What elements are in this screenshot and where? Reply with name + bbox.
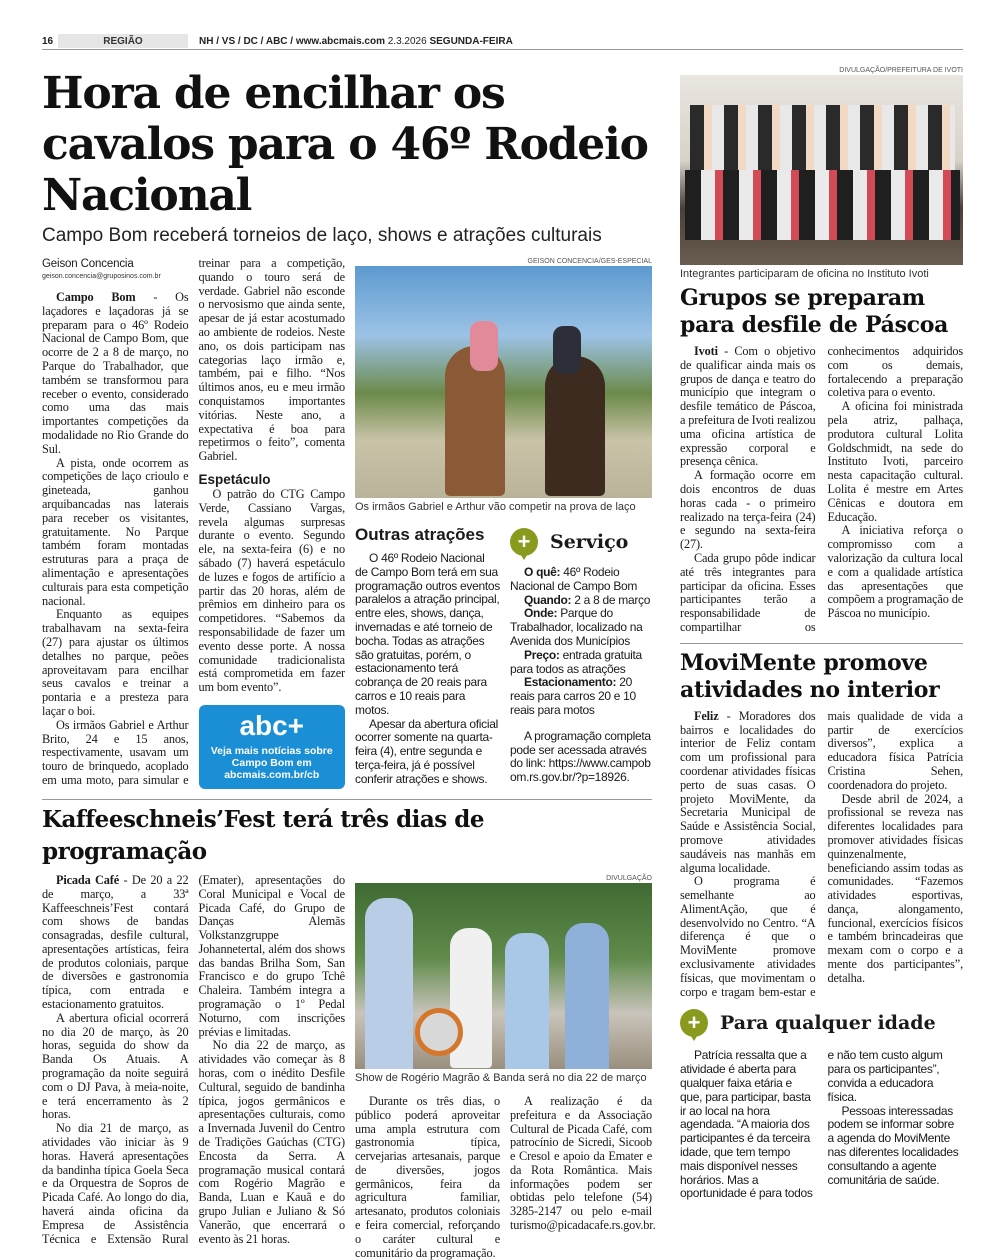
servico-link-text[interactable]: A programação completa pode ser acessada através do link: https://www.campobom.rs.gov.br/?p=18926. <box>510 728 651 785</box>
photo-caption: Show de Rogério Magrão & Banda será no dia 22 de março <box>355 1071 647 1084</box>
kaffee-body <box>42 874 345 1247</box>
servico-item: Preço: entrada gratuita para todos as atrações <box>510 647 642 676</box>
page-header <box>42 34 963 50</box>
abc-promo-box[interactable] <box>199 705 346 789</box>
paragraph: Enquanto as equipes trabalhavam na sexta-feira (27) para ajustar os últimos detalhes no parque, peões aproveitavam para encilhar seus cavalos e treinar a pontaria e a presteza para laçar o boi. <box>42 607 189 718</box>
pascoa-body <box>680 345 963 635</box>
servico-title: Serviço <box>550 531 629 553</box>
paragraph: Apesar da abertura oficial ocorrer somente na quarta-feira (4), entre segunda e terça-feira, já é possível conferir atrações e shows. <box>355 716 498 786</box>
paragraph: Picada Café - De 20 a 22 de março, a 33ª Kaffeeschneis’Fest contará com shows de bandas consagradas, desfile cultural, apresentações artísticas, feira de produtos coloniais, parque de diversões e gastronomia típica, com entrada e estacionamento gratuitos. <box>42 872 189 1012</box>
pascoa-photo-group <box>680 75 963 265</box>
paragraph: A oficina foi ministrada pela atriz, palhaça, produtora cultural Lolita Goldschmidt, na sede do Instituto Ivoti, parceiro nesta capacitação cultural. Lolita é mestre em Artes Cênicas e doutora em Educação. <box>827 399 963 524</box>
paragraph: Feliz - Moradores dos bairros e localidades do interior de Feliz contam com um profissional para coordenar atividades físicas perto de suas casas. O projeto MoviMente, da Secretaria Municipal de Saúde e Assistência Social, promove atividades saudáveis nas manhãs em alguma localidade. <box>680 708 816 875</box>
paragraph: A formação ocorre em dois encontros de duas horas cada - o primeiro realizado na terça-feira (24) e segundo na sexta-feira (27). <box>680 468 816 552</box>
paragraph: Os irmãos Gabriel e Arthur Brito, 24 e 15 anos, respectivamente, usavam um touro de brinquedo, acoplado em uma moto, para simular e treinar para a competição, quando o touro será de verdade. Gabriel não esconde o nervosismo que ainda sente, apesar de já estar acostumado ao ambiente de rodeios. Neste ano, os dois participam nas categorias laço irmão e, também, pai e filho. “Nos últimos anos, eu e meu irmão conquistamos importantes vitórias. Neste ano, a expectativa é boa para repetirmos o feito”, comenta Gabriel. <box>42 256 345 787</box>
page-number: 16 <box>42 36 54 47</box>
para-qualquer-idade-body <box>680 1049 963 1201</box>
paragraph: Durante os três dias, o público poderá aproveitar uma ampla estrutura com gastronomia típica, cervejarias artesanais, parque de diversões, jogos germânicos, feira da agricultura familiar, artesanato, produtos coloniais e feira comercial, reforçando o caráter cultural e comunitário da programação. <box>355 1093 500 1260</box>
photo-caption: Integrantes participaram de oficina no Instituto Ivoti <box>680 268 929 280</box>
box-title: Para qualquer idade <box>720 1012 936 1035</box>
section-label: REGIÃO <box>58 34 188 48</box>
servico-box <box>510 524 652 785</box>
kaffee-article <box>42 872 656 1260</box>
paragraph: Desde abril de 2024, a profissional se reveza nas diferentes localidades para promover atividades físicas quinzenalmente, beneficiando assim todas as comunidades. “Fazemos atividades esportivas, dança, alongamento, funcional, exercícios físicos e também brincadeiras que mexam com o corpo e a mente dos participantes”, detalha. <box>827 791 963 985</box>
paragraph: Pessoas interessadas podem se informar sobre a agenda do MoviMente nas diferentes localidades consultando a agente comunitária de saúde. <box>827 1103 959 1187</box>
rodeio-photo-riders-on-horses <box>355 266 652 498</box>
kaffee-body-col4 <box>510 1093 656 1233</box>
servico-item: O quê: 46º Rodeio Nacional de Campo Bom <box>510 565 638 593</box>
paragraph: Cada grupo pôde indicar até três integrantes para participar da oficina. Esses participantes terão a responsabilidade de compartilhar os conhecimentos adquiridos com os demais, fortalecendo a preparação coletiva para o evento. <box>680 344 963 634</box>
editions: NH / VS / DC / ABC / www.abcmais.com <box>199 36 385 47</box>
paragraph: No dia 21 de março, as atividades vão iniciar às 9 horas. Haverá apresentações da bandinha típica Goela Seca e da Orquestra de Sopros de Picada Café. Ao longo do dia, haverá ainda oficina da Empresa de Assistência Técnica e Extensão Rural (Emater), apresentações do Coral Municipal e Vocal de Picada Café, do Grupo de Danças Alemãs Volkstanzgruppe Johannetertal, além dos shows das bandas Brilha Som, San Francisco e do grupo Tchê Chaleira. Também integra a programação o 1º Pedal Noturno, com inscrições prévias e limitadas. <box>42 872 345 1246</box>
rodeio-article <box>42 257 652 789</box>
rodeio-body <box>42 257 345 789</box>
byline: Geison Concencia <box>42 258 134 270</box>
pascoa-headline: Grupos se preparam para desfile de Páscoa <box>680 285 949 338</box>
paragraph: O programa é semelhante ao AlimentAção, que é desenvolvido no Centro. “A diferença é que o MoviMente promove exclusivamente atividades físicas, que movimentam o corpo e tragam bem-estar e mais qualidade de vida a partir de exercícios diversos”, explica a educadora física Patrícia Cristina Sehen, coordenadora do projeto. <box>680 708 963 999</box>
rodeio-headline: Hora de encilhar os cavalos para o 46º Rodeio Nacional <box>42 68 648 221</box>
paragraph: Patrícia ressalta que a atividade é aberta para qualquer faixa etária e que, para participar, basta ir ao local na hora agendada. “A maioria dos participantes é da terceira idade, que tem tempo mais disponível nesses horários. Mas a oportunidade é para todos e não tem custo algum para os participantes”, convida a educadora física. <box>680 1048 943 1201</box>
servico-header <box>510 524 652 560</box>
kaffee-photo-band <box>355 883 652 1069</box>
paragraph: Campo Bom - Os laçadores e laçadoras já se preparam para o 46º Rodeio Nacional de Campo Bom, que ocorre de 2 a 8 de março, no Parque do Trabalhador, que também se transformou para receber o evento, considerado como uma das mais importantes competições da modalidade no Rio Grande do Sul. <box>42 290 189 456</box>
plus-pin-icon: + <box>510 528 538 556</box>
right-column <box>680 66 963 1201</box>
abc-logo: abc+ <box>239 709 305 741</box>
paragraph: A abertura oficial ocorrerá no dia 20 de março, às 20 horas, seguida do show da Banda Os Atuais. A programação da noite seguirá com o DJ Pava, à meia-noite, e terá encerramento às 2 horas. <box>42 1010 189 1122</box>
servico-list <box>510 566 652 785</box>
paragraph: O patrão do CTG Campo Verde, Cassiano Vargas, revela algumas surpresas durante o evento. Segundo ele, na sexta-feira (6) e no sábado (7) haverá espetáculo de luzes e fogos de artifício a partir das 20 horas, além de prêmios em dinheiro para os competidores. “Sabemos da responsabilidade de fazer um evento desse porte. A nossa comunidade tradicionalista está comprometida em fazer um bom evento”. <box>198 486 345 695</box>
kaffee-headline: Kaffeeschneis’Fest terá três dias de programação <box>42 805 484 865</box>
divider <box>680 643 963 644</box>
outras-atracoes-title: Outras atrações <box>355 525 485 544</box>
movimente-body <box>680 710 963 1000</box>
photo-caption: Os irmãos Gabriel e Arthur vão competir na prova de laço <box>355 501 636 513</box>
para-qualquer-idade-header <box>680 1005 963 1041</box>
author-email[interactable]: geison.concencia@gruposinos.com.br <box>42 273 161 280</box>
servico-item: Quando: 2 a 8 de março <box>524 592 651 607</box>
paragraph: A pista, onde ocorrem as competições de laço crioulo e gineteada, ganhou arquibancadas nas laterais para receber os visitantes, gratuitamente. No Parque também foram montadas estruturas para a praça de alimentação e apresentações culturais para esta competição nacional. <box>42 455 189 608</box>
date: 2.3.2026 <box>387 36 427 47</box>
rodeio-subtitle: Campo Bom receberá torneios de laço, shows e atrações culturais <box>42 225 602 246</box>
photo-credit: GEISON CONCENCIA/GES-ESPECIAL <box>527 258 652 265</box>
edition-line <box>199 36 513 47</box>
photo-credit: DIVULGAÇÃO/PREFEITURA DE IVOTI <box>839 67 963 74</box>
paragraph: Ivoti - Com o objetivo de qualificar ainda mais os grupos de dança e teatro do município que integram o desfile temático de Páscoa, a prefeitura de Ivoti realizou uma oficina artística de expressão corporal e presença cênica. <box>680 344 816 469</box>
abc-promo-text: Veja mais notícias sobre Campo Bom em abcmais.com.br/cb <box>210 744 333 781</box>
paragraph: A iniciativa reforça o compromisso com a valorização da cultura local e com a qualidade artística das apresentações que compõem a programação de Páscoa no município. <box>827 523 963 621</box>
kaffee-body-col3 <box>355 1095 500 1260</box>
rodeio-right <box>355 257 652 787</box>
servico-item: Onde: Parque do Trabalhador, localizado na Avenida dos Municípios <box>510 606 643 648</box>
weekday: SEGUNDA-FEIRA <box>429 36 513 47</box>
movimente-headline: MoviMente promove atividades no interior <box>680 649 940 703</box>
subhead-espetaculo: Espetáculo <box>198 471 271 487</box>
paragraph: No dia 22 de março, as atividades vão começar às 8 horas, com o inédito Desfile Cultural, seguido de bandinha típica, jogos germânicos e apresentações culturais, como a Invernada Juvenil do Centro de Tradições Gaúchas (CTG) Encosta da Serra. A programação musical contará com Rogério Magrão e Banda, Luan e Kauã e do grupo Julian e Juliano & Só Vanerão, que encerrará o evento às 21 horas. <box>198 1038 345 1246</box>
outras-atracoes-section <box>355 524 500 787</box>
servico-item: Estacionamento: 20 reais para carros 20 e 10 reais para motos <box>510 675 636 717</box>
left-area <box>42 68 656 1260</box>
kaffee-right <box>355 874 656 1260</box>
paragraph: O 46º Rodeio Nacional de Campo Bom terá em sua programação outros eventos paralelos a atração principal, entre eles, shows, dança, invernadas e até torneio de bocha. Todas as atrações são gratuitas, porém, o estacionamento terá cobrança de 20 reais para carros e 10 reais para motos. <box>355 551 500 717</box>
plus-pin-icon: + <box>680 1009 708 1037</box>
divider <box>42 799 652 800</box>
photo-credit: DIVULGAÇÃO <box>606 874 652 882</box>
paragraph: A realização é da prefeitura e da Associação Cultural de Picada Café, com patrocínio de Sicredi, Sicoob e Cresol e apoio da Emater e da Rota Romântica. Mais informações podem ser obtidas pelo telefone (54) 3285-2147 ou pelo e-mail turismo@picadacafe.rs.gov.br. <box>510 1093 656 1233</box>
